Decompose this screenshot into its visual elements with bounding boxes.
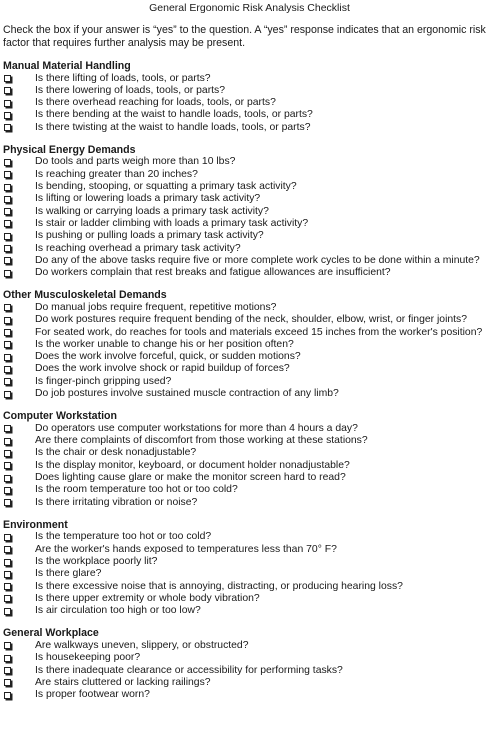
checklist-item xyxy=(3,255,496,267)
checkbox[interactable] xyxy=(4,425,11,432)
checklist-item-text: Is bending, stooping, or squatting a primary task activity? xyxy=(35,181,297,193)
checklist-item xyxy=(3,689,496,701)
checklist-item xyxy=(3,677,496,689)
checklist-item xyxy=(3,267,496,279)
checklist-item-text: Is there twisting at the waist to handle loads, tools, or parts? xyxy=(35,121,311,133)
checkbox[interactable] xyxy=(4,220,11,227)
checklist-item xyxy=(3,230,496,242)
checkbox[interactable] xyxy=(4,475,11,482)
checkbox[interactable] xyxy=(4,679,11,686)
checklist-item-text: For seated work, do reaches for tools and materials exceed 15 inches from the worker's position? xyxy=(35,326,483,338)
checkbox[interactable] xyxy=(4,438,11,445)
checklist-item xyxy=(3,193,496,205)
checkbox[interactable] xyxy=(4,571,11,578)
checkbox[interactable] xyxy=(4,196,11,203)
checkbox[interactable] xyxy=(4,233,11,240)
checkbox[interactable] xyxy=(4,534,11,541)
checkbox[interactable] xyxy=(4,159,11,166)
checklist-item-text: Does the work involve forceful, quick, or sudden motions? xyxy=(35,351,301,363)
checklist-item xyxy=(3,243,496,255)
checkbox[interactable] xyxy=(4,124,11,131)
sections-container xyxy=(3,60,496,701)
checklist-items xyxy=(3,156,496,279)
checklist-items xyxy=(3,73,496,134)
checklist-item xyxy=(3,652,496,664)
section-heading: Physical Energy Demands xyxy=(3,143,136,156)
checkbox[interactable] xyxy=(4,208,11,215)
checklist-item xyxy=(3,206,496,218)
checklist-item xyxy=(3,472,496,484)
checklist-item xyxy=(3,363,496,375)
checkbox[interactable] xyxy=(4,304,11,311)
checklist-item-text: Is there lowering of loads, tools, or parts? xyxy=(35,84,226,96)
checklist-item-text: Are walkways uneven, slippery, or obstructed? xyxy=(35,639,249,651)
checklist-item-text: Is lifting or lowering loads a primary task activity? xyxy=(35,193,261,205)
checkbox[interactable] xyxy=(4,341,11,348)
checkbox[interactable] xyxy=(4,184,11,191)
checklist-item xyxy=(3,327,496,339)
intro-paragraph: Check the box if your answer is “yes” to the question. A “yes” response indicates that an ergonomic risk factor that requires further analysis may be present. xyxy=(3,24,486,49)
checkbox[interactable] xyxy=(4,378,11,385)
checklist-items xyxy=(3,302,496,400)
checklist-section xyxy=(3,289,496,400)
checkbox[interactable] xyxy=(4,329,11,336)
checklist-item-text: Do work postures require frequent bending of the neck, shoulder, elbow, wrist, or finger joints? xyxy=(35,314,468,326)
checklist-section xyxy=(3,60,496,134)
checklist-item xyxy=(3,169,496,181)
checklist-item-text: Do job postures involve sustained muscle contraction of any limb? xyxy=(35,388,339,400)
checklist-item-text: Is the room temperature too hot or too cold? xyxy=(35,484,238,496)
checkbox[interactable] xyxy=(4,667,11,674)
checkbox[interactable] xyxy=(4,559,11,566)
checklist-item-text: Is air circulation too high or too low? xyxy=(35,605,201,617)
checklist-item xyxy=(3,568,496,580)
checklist-item-text: Is pushing or pulling loads a primary task activity? xyxy=(35,230,264,242)
checkbox[interactable] xyxy=(4,391,11,398)
checklist-item-text: Is there overhead reaching for loads, tools, or parts? xyxy=(35,97,276,109)
checkbox[interactable] xyxy=(4,487,11,494)
checklist-item-text: Is there excessive noise that is annoying, distracting, or producing hearing loss? xyxy=(35,580,403,592)
checklist-item-text: Does the work involve shock or rapid buildup of forces? xyxy=(35,363,290,375)
checkbox[interactable] xyxy=(4,87,11,94)
checklist-item-text: Is there irritating vibration or noise? xyxy=(35,496,198,508)
checklist-items xyxy=(3,640,496,701)
checklist-item-text: Is the worker unable to change his or her position often? xyxy=(35,338,294,350)
checklist-item-text: Is stair or ladder climbing with loads a primary task activity? xyxy=(35,217,309,229)
checklist-item-text: Are there complaints of discomfort from those working at these stations? xyxy=(35,435,368,447)
checklist-item xyxy=(3,302,496,314)
checklist-item xyxy=(3,593,496,605)
checklist-item xyxy=(3,605,496,617)
checklist-item-text: Is finger-pinch gripping used? xyxy=(35,375,172,387)
checklist-item-text: Is there bending at the waist to handle loads, tools, or parts? xyxy=(35,109,313,121)
checklist-item-text: Is there lifting of loads, tools, or parts? xyxy=(35,72,211,84)
checklist-item xyxy=(3,156,496,168)
section-heading: Computer Workstation xyxy=(3,410,117,423)
checklist-item xyxy=(3,556,496,568)
checklist-item xyxy=(3,435,496,447)
checklist-item-text: Do any of the above tasks require five or more complete work cycles to be done within a minute? xyxy=(35,254,480,266)
checklist-item xyxy=(3,581,496,593)
checkbox[interactable] xyxy=(4,546,11,553)
checklist-item-text: Is the display monitor, keyboard, or document holder nonadjustable? xyxy=(35,459,350,471)
checkbox[interactable] xyxy=(4,354,11,361)
checklist-item xyxy=(3,460,496,472)
checkbox[interactable] xyxy=(4,499,11,506)
checklist-item-text: Is there glare? xyxy=(35,568,102,580)
checklist-item xyxy=(3,97,496,109)
checklist-item-text: Is housekeeping poor? xyxy=(35,652,141,664)
checkbox[interactable] xyxy=(4,257,11,264)
checklist-item xyxy=(3,665,496,677)
checkbox[interactable] xyxy=(4,171,11,178)
checklist-item xyxy=(3,640,496,652)
checklist-item xyxy=(3,339,496,351)
checklist-section xyxy=(3,627,496,701)
section-heading: Other Musculoskeletal Demands xyxy=(3,289,167,302)
checkbox[interactable] xyxy=(4,112,11,119)
checkbox[interactable] xyxy=(4,608,11,615)
checklist-item xyxy=(3,497,496,509)
checklist-items xyxy=(3,531,496,617)
checkbox[interactable] xyxy=(4,270,11,277)
checklist-section xyxy=(3,519,496,618)
checkbox[interactable] xyxy=(4,583,11,590)
checklist-item-text: Are stairs cluttered or lacking railings? xyxy=(35,676,211,688)
checkbox[interactable] xyxy=(4,692,11,699)
checklist-item-text: Is the temperature too hot or too cold? xyxy=(35,531,212,543)
checklist-item xyxy=(3,423,496,435)
checklist-item-text: Is the workplace poorly lit? xyxy=(35,556,158,567)
checklist-item-text: Do manual jobs require frequent, repetitive motions? xyxy=(35,301,277,313)
checkbox[interactable] xyxy=(4,655,11,662)
checklist-section xyxy=(3,144,496,279)
checkbox[interactable] xyxy=(4,100,11,107)
checkbox[interactable] xyxy=(4,642,11,649)
checklist-item-text: Are the worker's hands exposed to temperatures less than 70° F? xyxy=(35,543,337,555)
checklist-item-text: Do operators use computer workstations for more than 4 hours a day? xyxy=(35,422,358,434)
checklist-item-text: Is proper footwear worn? xyxy=(35,689,150,701)
checklist-item xyxy=(3,484,496,496)
checklist-item xyxy=(3,122,496,134)
checkbox[interactable] xyxy=(4,75,11,82)
section-heading: Manual Material Handling xyxy=(3,60,131,72)
checkbox[interactable] xyxy=(4,595,11,602)
checklist-item-text: Is reaching greater than 20 inches? xyxy=(35,168,198,180)
checklist-item xyxy=(3,351,496,363)
section-heading: General Workplace xyxy=(3,627,99,640)
document-title: General Ergonomic Risk Analysis Checklist xyxy=(149,2,350,14)
checklist-item xyxy=(3,181,496,193)
checklist-item xyxy=(3,109,496,121)
checklist-item-text: Is reaching overhead a primary task activity? xyxy=(35,242,241,254)
checklist-item xyxy=(3,388,496,400)
checklist-item xyxy=(3,73,496,85)
checkbox[interactable] xyxy=(4,245,11,252)
checklist-item xyxy=(3,314,496,326)
checkbox[interactable] xyxy=(4,366,11,373)
checklist-item-text: Do tools and parts weigh more than 10 lbs? xyxy=(35,156,236,168)
checklist-item-text: Is there inadequate clearance or accessibility for performing tasks? xyxy=(35,664,343,676)
checklist-item-text: Does lighting cause glare or make the monitor screen hard to read? xyxy=(35,472,346,484)
checklist-item xyxy=(3,447,496,459)
checklist-items xyxy=(3,423,496,509)
checklist-item-text: Do workers complain that rest breaks and fatigue allowances are insufficient? xyxy=(35,267,391,279)
section-heading: Environment xyxy=(3,518,68,531)
checklist-item xyxy=(3,544,496,556)
checklist-item-text: Is walking or carrying loads a primary task activity? xyxy=(35,205,269,217)
checklist-section xyxy=(3,410,496,509)
checkbox[interactable] xyxy=(4,462,11,469)
checklist-item xyxy=(3,85,496,97)
checklist-item xyxy=(3,218,496,230)
checklist-item xyxy=(3,531,496,543)
checkbox[interactable] xyxy=(4,450,11,457)
checklist-item-text: Is the chair or desk nonadjustable? xyxy=(35,447,197,459)
checklist-item xyxy=(3,376,496,388)
checkbox[interactable] xyxy=(4,317,11,324)
checklist-item-text: Is there upper extremity or whole body vibration? xyxy=(35,592,260,604)
